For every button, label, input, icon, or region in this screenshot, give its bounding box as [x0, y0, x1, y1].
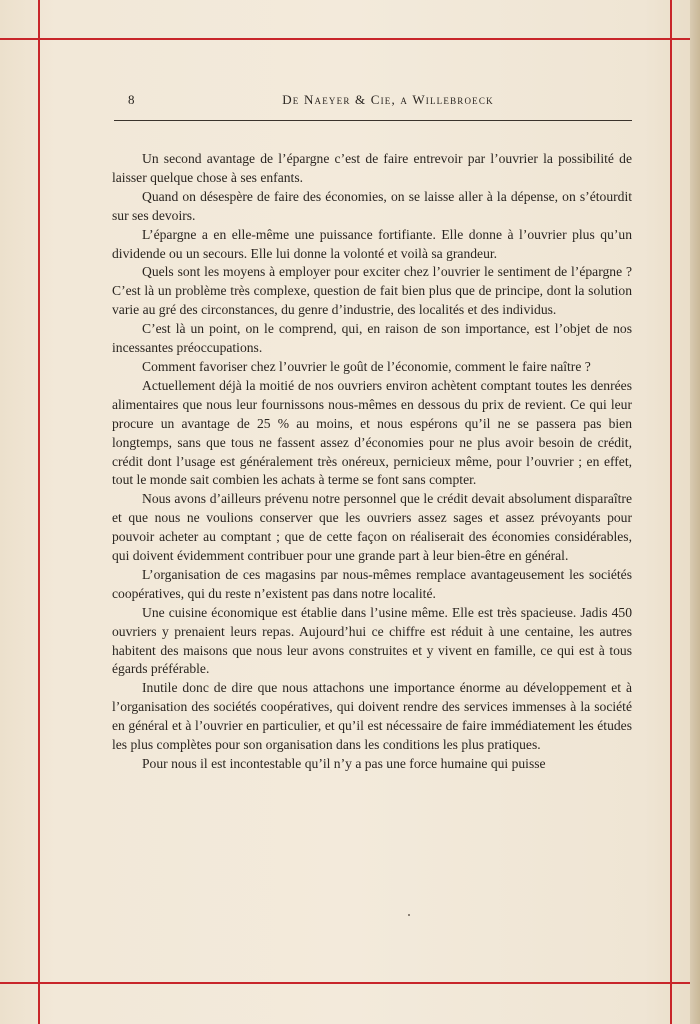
- paragraph: Une cuisine économique est établie dans l’usine même. Elle est très spacieuse. Jadis 450 ouvriers y prenaient leurs repas. Aujourd’hui ce chiffre est réduit à une centaine, les autres habitent des maisons que nous leur avons construites et y vivent en famille, ce qui est à tous égards préférable.: [112, 604, 632, 677]
- paragraph: Quels sont les moyens à employer pour exciter chez l’ouvrier le sentiment de l’épargne ? C’est là un problème très complexe, question de fait bien plus que de principe, dont la solution varie au gré des circonstances, du genre d’industrie, des localités et des individus.: [112, 264, 632, 318]
- frame-rule-top: [0, 38, 700, 40]
- paragraph: L’organisation de ces magasins par nous-mêmes remplace avantageusement les sociétés coopératives, qui du reste n’existent pas dans notre localité.: [112, 566, 632, 601]
- paragraph: L’épargne a en elle-même une puissance fortifiante. Elle donne à l’ouvrier plus qu’un dividende ou un secours. Elle lui donne la volonté et voilà sa grandeur.: [112, 226, 632, 261]
- page-edge-shadow: [690, 0, 700, 1024]
- paragraph: Nous avons d’ailleurs prévenu notre personnel que le crédit devait absolument disparaître et que nous ne voulions conserver que les ouvriers assez sages et assez prévoyants pour pouvoir acheter au comptant ; que de cette façon on réaliserait des économies considérables, qui doivent évidemment contribuer pour une grande part à leur bien-être en général.: [112, 491, 632, 564]
- paragraph: Comment favoriser chez l’ouvrier le goût de l’économie, comment le faire naître ?: [142, 358, 591, 374]
- paragraph: Un second avantage de l’épargne c’est de faire entrevoir par l’ouvrier la possibilité de laisser quelque chose à ses enfants.: [112, 151, 632, 185]
- paragraph: C’est là un point, on le comprend, qui, en raison de son importance, est l’objet de nos incessantes préoccupations.: [112, 321, 632, 356]
- frame-rule-left: [38, 0, 40, 1024]
- running-head: De Naeyer & Cie, a Willebroeck: [282, 92, 494, 107]
- header-divider: [114, 120, 632, 121]
- page-header: [114, 92, 632, 114]
- ink-speck: [408, 914, 410, 916]
- paragraph: Quand on désespère de faire des économies, on se laisse aller à la dépense, on s’étourdit sur ses devoirs.: [112, 188, 632, 223]
- body-text: [112, 150, 632, 774]
- frame-rule-bottom: [0, 982, 700, 984]
- paragraph: Pour nous il est incontestable qu’il n’y a pas une force humaine qui puisse: [142, 756, 546, 771]
- paragraph: Inutile donc de dire que nous attachons une importance énorme au développement et à l’organisation des sociétés coopératives, qui doivent rendre des services immenses à la société en général et à l’ouvrier en particulier, et qu’il est nécessaire de faire immédiatement les études les plus complètes pour son organisation dans les conditions les plus pratiques.: [112, 680, 632, 753]
- paragraph: Actuellement déjà la moitié de nos ouvriers environ achètent comptant toutes les denrées alimentaires que nous leur fournissons nous-mêmes en dessous du prix de revient. Ce qui leur procure un avantage de 25 % au moins, et nous espérons qu’il ne se passera pas bien longtemps, sans que tous ne fassent assez d’économies pour ne plus avoir besoin de crédit, crédit dont l’usage est généralement très onéreux, pernicieux même, pour l’ouvrier ; en effet, tout le monde sait combien les achats à terme se font sans compter.: [112, 377, 632, 488]
- page-number: 8: [128, 92, 135, 107]
- frame-rule-right: [670, 0, 672, 1024]
